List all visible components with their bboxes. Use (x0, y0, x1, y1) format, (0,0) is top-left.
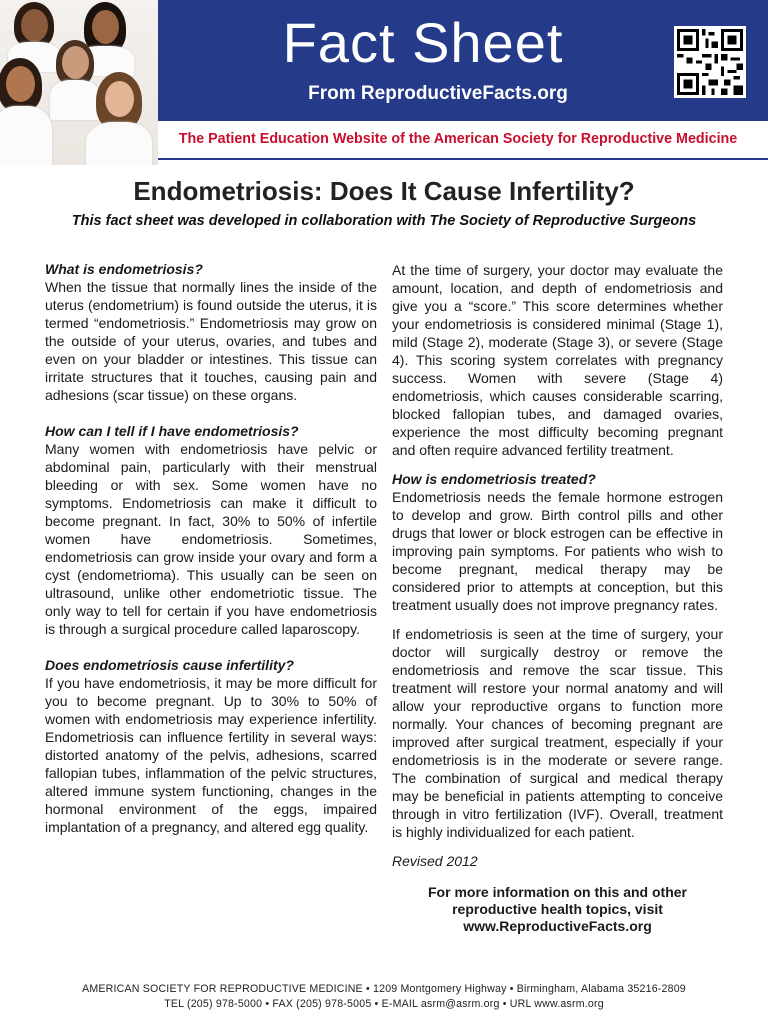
left-column (45, 260, 377, 854)
from-url: From ReproductiveFacts.org (308, 83, 568, 104)
section-heading: How can I tell if I have endometriosis? (45, 423, 299, 439)
document-title: Endometriosis: Does It Cause Infertility? (133, 176, 635, 206)
section-heading: What is endometriosis? (45, 261, 203, 277)
tagline: The Patient Education Website of the American Society for Reproductive Medicine (178, 131, 738, 147)
right-column (392, 261, 723, 935)
section-body: When the tissue that normally lines the inside of the uterus (endometrium) is found outside the uterus, it is termed “endometriosis.” Endometriosis may grow on the outside of your uterus, ovaries, and tubes and even on your bladder or intestines. This tissue can irritate structures that it touches, causing pain and adhesions (scar tissue) on these organs. (45, 279, 377, 403)
footer (0, 982, 768, 1012)
section-body: Many women with endometriosis have pelvic or abdominal pain, particularly with their menstrual bleeding or with sex. Some women have no symptoms. Endometriosis can make it difficult to become pregnant. In fact, 30% to 50% of infertile women have endometriosis. Sometimes, endometriosis can grow inside your ovary and form a cyst (endometrioma). This usually can be seen on ultrasound, unlike other endometriotic tissue. The only way to tell for certain if you have endometriosis is through a surgical procedure called laparoscopy. (45, 441, 377, 637)
document-subtitle: This fact sheet was developed in collaboration with The Society of Reproductive Surgeons (71, 213, 697, 229)
footer-address: AMERICAN SOCIETY FOR REPRODUCTIVE MEDICINE • 1209 Montgomery Highway • Birmingham, Alabama 35216-2809 (82, 983, 686, 995)
title-banner (158, 0, 768, 121)
divider (158, 158, 768, 160)
section-body: If endometriosis is seen at the time of surgery, your doctor will surgically destroy or remove the endometriosis and remove the scar tissue. This treatment will restore your normal anatomy and will allow your reproductive organs to function more normally. Your chances of becoming pregnant are improved after surgical treatment, especially if your endometriosis is in the moderate or severe range. The combination of surgical and medical therapy may be beneficial in patients attempting to conceive through in vitro fertilization (IVF). Overall, treatment is highly individualized for each patient. (392, 626, 723, 840)
revised-date: Revised 2012 (392, 853, 478, 869)
fact-sheet-title: Fact Sheet (282, 11, 564, 74)
section-body: Endometriosis needs the female hormone estrogen to develop and grow. Birth control pills and other drugs that lower or block estrogen can be effective in improving pain symptoms. For patients who wish to become pregnant, medical therapy may be considered prior to attempts at conception, but this treatment usually does not improve pregnancy rates. (392, 489, 723, 613)
qr-code-icon (674, 26, 746, 98)
section-heading: Does endometriosis cause infertility? (45, 657, 294, 673)
footer-contact: TEL (205) 978-5000 • FAX (205) 978-5005 • E-MAIL asrm@asrm.org • URL www.asrm.org (164, 998, 604, 1010)
section-body: If you have endometriosis, it may be more difficult for you to become pregnant. Up to 30% to 50% of women with endometriosis may experience infertility. Endometriosis can influence fertility in several ways: distorted anatomy of the pelvis, adhesions, scarred fallopian tubes, inflammation of the pelvic structures, altered immune system functioning, changes in the hormonal environment of the eggs, impaired implantation of a pregnancy, and altered egg quality. (45, 675, 377, 835)
header (0, 0, 768, 160)
section-body: At the time of surgery, your doctor may evaluate the amount, location, and depth of endometriosis and give you a “score.” This score determines whether your endometriosis is considered minimal (Stage 1), mild (Stage 2), moderate (Stage 3), or severe (Stage 4). This scoring system correlates with pregnancy success. Women with severe (Stage 4) endometriosis, which causes considerable scarring, blocked fallopian tubes, and damaged ovaries, experience the most difficulty becoming pregnant and often require advanced fertility treatment. (392, 262, 723, 458)
more-info: For more information on this and other reproductive health topics, visit www.ReproductiveFacts.org (428, 884, 687, 934)
section-heading: How is endometriosis treated? (392, 471, 596, 487)
